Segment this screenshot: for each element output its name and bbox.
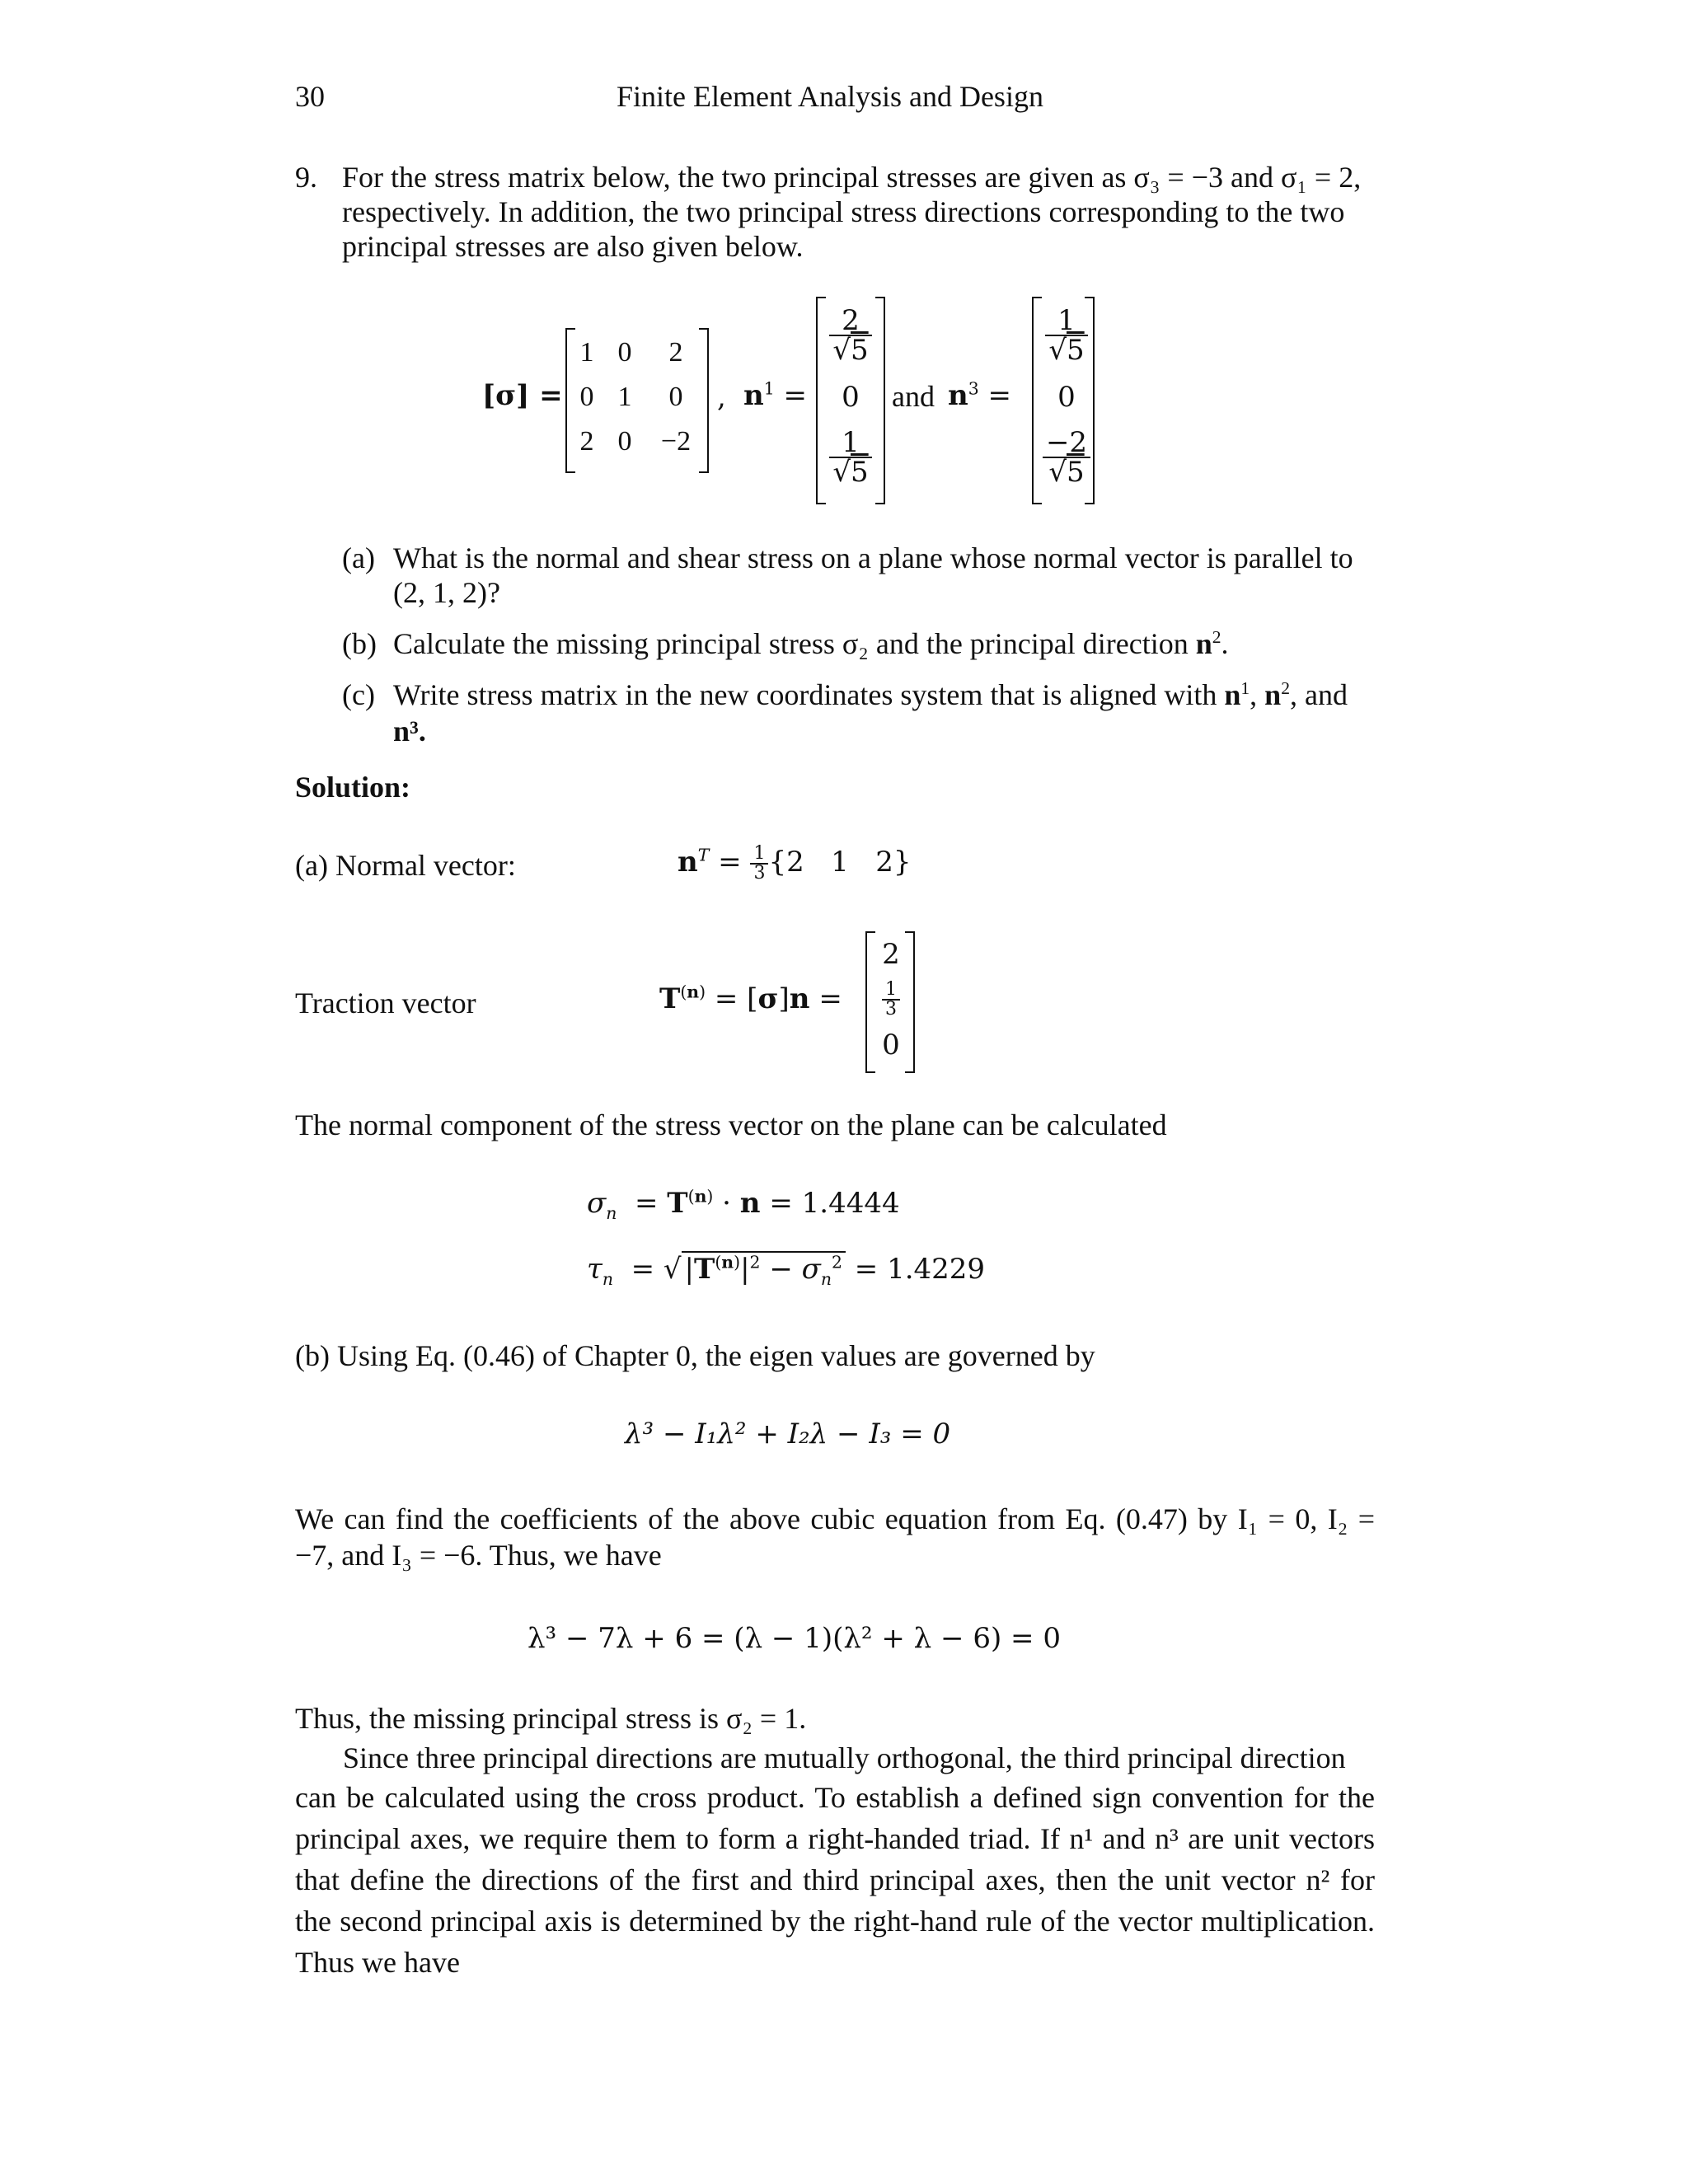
n1-value-1: $\frac{2}{√5}$ bbox=[826, 307, 875, 364]
sigma-cell: 0 bbox=[617, 337, 632, 368]
problem-statement-line-1: For the stress matrix below, the two principal stresses are given as σ₃ = −3 and σ₁ = 2, bbox=[342, 161, 1362, 194]
solution-heading: Solution: bbox=[295, 771, 411, 804]
characteristic-equation: λ³ − I₁λ² + I₂λ − I₃ = 0 bbox=[625, 1418, 951, 1451]
problem-number: 9. bbox=[295, 161, 317, 194]
factored-equation: λ³ − 7λ + 6 = (λ − 1)(λ² + λ − 6) = 0 bbox=[528, 1622, 1061, 1655]
sigma-matrix-right-bracket bbox=[699, 328, 709, 473]
page-number: 30 bbox=[295, 80, 325, 113]
part-c-label: (c) bbox=[342, 678, 375, 711]
traction-equation-lhs: $T^{(n)} = [\sigma]n$ = bbox=[659, 982, 842, 1015]
coefficients-line-1: We can find the coefficients of the above cubic equation from Eq. (0.47) by I₁ = 0, I₂ = bbox=[295, 1502, 1375, 1535]
traction-right-bracket bbox=[905, 931, 915, 1073]
normal-component-text: The normal component of the stress vector on the plane can be calculated bbox=[295, 1108, 1167, 1141]
sigma-cell: 1 bbox=[579, 337, 594, 368]
n1-label: $n^1$ = bbox=[743, 378, 808, 412]
traction-value-2: $\frac{1}{3}$ bbox=[870, 981, 912, 1019]
paragraph-line-5: the second principal axis is determined by the right-hand rule of the vector multiplication. bbox=[295, 1905, 1375, 1938]
part-b-text: Calculate the missing principal stress σ₂ and the principal direction $n^2$. bbox=[393, 627, 1229, 660]
n3-right-bracket bbox=[1085, 297, 1095, 504]
sigma-cell: −2 bbox=[660, 426, 692, 457]
traction-value-1: 2 bbox=[882, 938, 900, 971]
part-a-line-1: What is the normal and shear stress on a plane whose normal vector is parallel to bbox=[393, 541, 1353, 574]
sigma-cell: 2 bbox=[579, 426, 594, 457]
comma: , bbox=[717, 381, 726, 414]
sigma-cell: 0 bbox=[668, 382, 683, 412]
part-a-line-2: (2, 1, 2)? bbox=[393, 576, 500, 609]
n1-right-bracket bbox=[875, 297, 885, 504]
problem-statement-line-2: respectively. In addition, the two principal stress directions corresponding to the two bbox=[342, 195, 1345, 228]
paragraph-line-3: principal axes, we require them to form a right-handed triad. If n¹ and n³ are unit vectors bbox=[295, 1822, 1375, 1855]
coefficients-line-2: −7, and I₃ = −6. Thus, we have bbox=[295, 1539, 662, 1572]
n1-value-2: 0 bbox=[842, 381, 860, 414]
problem-statement-line-3: principal stresses are also given below. bbox=[342, 230, 804, 263]
sigma-cell: 1 bbox=[617, 382, 632, 412]
n1-value-3: $\frac{1}{√5}$ bbox=[826, 429, 875, 486]
tau-n-equation: $\tau_n$ = √ $|T^{(n)}|^2 - \sigma_n^2 = 1.4229$ bbox=[587, 1252, 986, 1289]
n1-left-bracket bbox=[816, 297, 826, 504]
part-c-line-2: n³. bbox=[393, 715, 426, 748]
n3-value-1: $\frac{1}{√5}$ bbox=[1042, 307, 1091, 364]
n3-value-3: $\frac{-2}{√5}$ bbox=[1037, 429, 1096, 486]
part-b-intro: (b) Using Eq. (0.46) of Chapter 0, the eigen values are governed by bbox=[295, 1339, 1095, 1372]
normal-vector-label: (a) Normal vector: bbox=[295, 849, 516, 882]
sigma-cell: 0 bbox=[579, 382, 594, 412]
part-b-label: (b) bbox=[342, 627, 377, 660]
and-text: and bbox=[892, 380, 935, 413]
n3-value-2: 0 bbox=[1057, 381, 1076, 414]
sigma-cell: 0 bbox=[617, 426, 632, 457]
traction-label: Traction vector bbox=[295, 987, 476, 1019]
sigma-n-equation: $\sigma_n = T^{(n)} \cdot n = 1.4444$ bbox=[587, 1186, 900, 1223]
paragraph-line-6: Thus we have bbox=[295, 1946, 460, 1979]
paragraph-line-1: Since three principal directions are mutually orthogonal, the third principal direction bbox=[343, 1741, 1346, 1774]
normal-vector-equation: $n^T$ = $\frac{1}{3}$ {2 1 2} bbox=[678, 843, 912, 883]
paragraph-line-2: can be calculated using the cross product. To establish a defined sign convention for the bbox=[295, 1781, 1375, 1814]
part-a-label: (a) bbox=[342, 541, 375, 574]
part-c-line-1: Write stress matrix in the new coordinates system that is aligned with $n^1$, $n^2$, and bbox=[393, 678, 1348, 711]
missing-stress-text: Thus, the missing principal stress is σ₂ = 1. bbox=[295, 1702, 807, 1735]
n3-label: $n^3$ = bbox=[948, 378, 1012, 412]
running-title: Finite Element Analysis and Design bbox=[617, 80, 1043, 113]
sigma-cell: 2 bbox=[668, 337, 683, 368]
paragraph-line-4: that define the directions of the first and third principal axes, then the unit vector n² for bbox=[295, 1863, 1375, 1896]
sigma-matrix-label: [σ] = bbox=[482, 379, 563, 412]
traction-value-3: 0 bbox=[882, 1029, 900, 1062]
